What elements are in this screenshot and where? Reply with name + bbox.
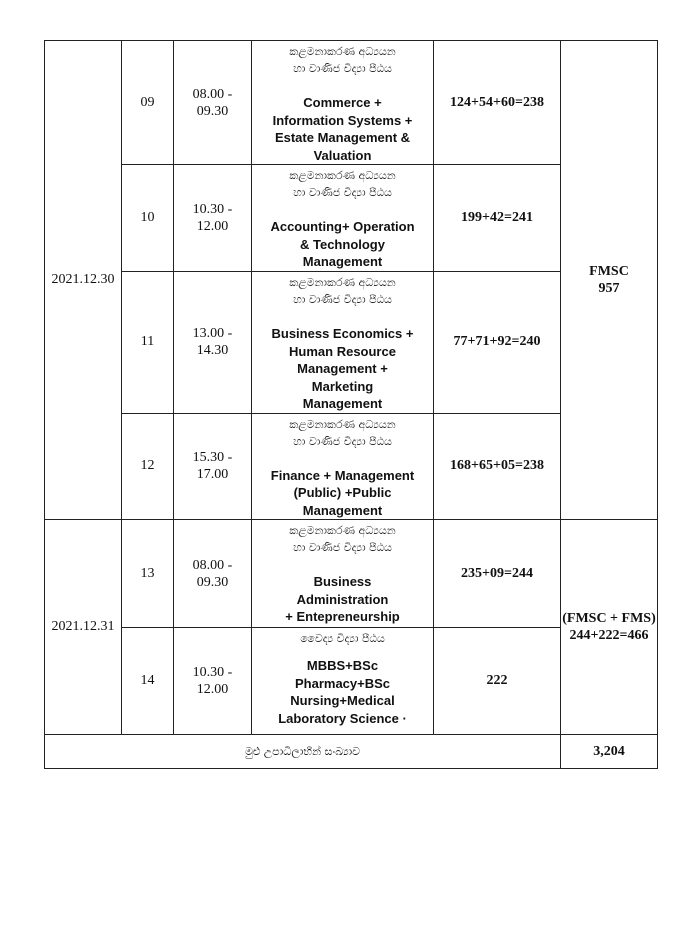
faculty-cell [252,272,434,414]
graduate-count: 124+54+60=238 [434,41,561,165]
session-time: 10.30 - 12.00 [174,628,252,735]
faculty-name-sinhala: කළමනාකරණ අධ්‍යයන හා වාණිජ විද්‍යා පීඨය [289,524,396,554]
faculty-cell [252,628,434,735]
faculty-cell [252,165,434,272]
total-label: මුළු උපාධිලාභීන් සංඛ්‍යාව [45,735,561,769]
session-time: 15.30 - 17.00 [174,413,252,520]
degree-programs: Finance + Management (Public) +Public Management [270,467,415,518]
faculty-cell [252,520,434,628]
table-row [45,520,658,628]
graduate-count: 222 [434,628,561,735]
session-time: 10.30 - 12.00 [174,165,252,272]
degree-programs: Business Economics + Human Resource Management + Marketing Management [271,326,414,411]
center-total-cell: (FMSC + FMS) 244+222=466 [561,520,658,735]
session-number: 10 [122,165,174,272]
degree-programs: Business Administration + Entepreneurship [285,574,400,624]
faculty-name-sinhala: කළමනාකරණ අධ්‍යයන හා වාණිජ විද්‍යා පීඨය [289,276,396,306]
session-time: 08.00 - 09.30 [174,520,252,628]
graduation-schedule-table [44,40,658,769]
session-time: 13.00 - 14.30 [174,272,252,414]
session-number: 12 [122,413,174,520]
graduate-count: 77+71+92=240 [434,272,561,414]
faculty-cell [252,413,434,520]
graduate-count: 235+09=244 [434,520,561,628]
degree-programs: Commerce + Information Systems + Estate Management & Valuation [272,95,413,163]
session-time: 08.00 - 09.30 [174,41,252,165]
total-row [45,735,658,769]
center-total-cell: FMSC 957 [561,41,658,520]
faculty-cell [252,41,434,165]
faculty-name-sinhala: වෛද්‍ය විද්‍යා පීඨය [300,632,385,645]
total-value: 3,204 [561,735,658,769]
session-number: 13 [122,520,174,628]
graduate-count: 168+65+05=238 [434,413,561,520]
faculty-name-sinhala: කළමනාකරණ අධ්‍යයන හා වාණිජ විද්‍යා පීඨය [289,417,396,448]
faculty-name-sinhala: කළමනාකරණ අධ්‍යයන හා වාණිජ විද්‍යා පීඨය [289,45,396,75]
degree-programs: Accounting+ Operation & Technology Management [270,219,415,269]
date-cell: 2021.12.31 [45,520,122,735]
graduate-count: 199+42=241 [434,165,561,272]
table-row [45,41,658,165]
session-number: 11 [122,272,174,414]
faculty-name-sinhala: කළමනාකරණ අධ්‍යයන හා වාණිජ විද්‍යා පීඨය [289,169,396,199]
degree-programs: MBBS+BSc Pharmacy+BSc Nursing+Medical Laboratory Science · [278,658,407,726]
date-cell: 2021.12.30 [45,41,122,520]
session-number: 14 [122,628,174,735]
session-number: 09 [122,41,174,165]
